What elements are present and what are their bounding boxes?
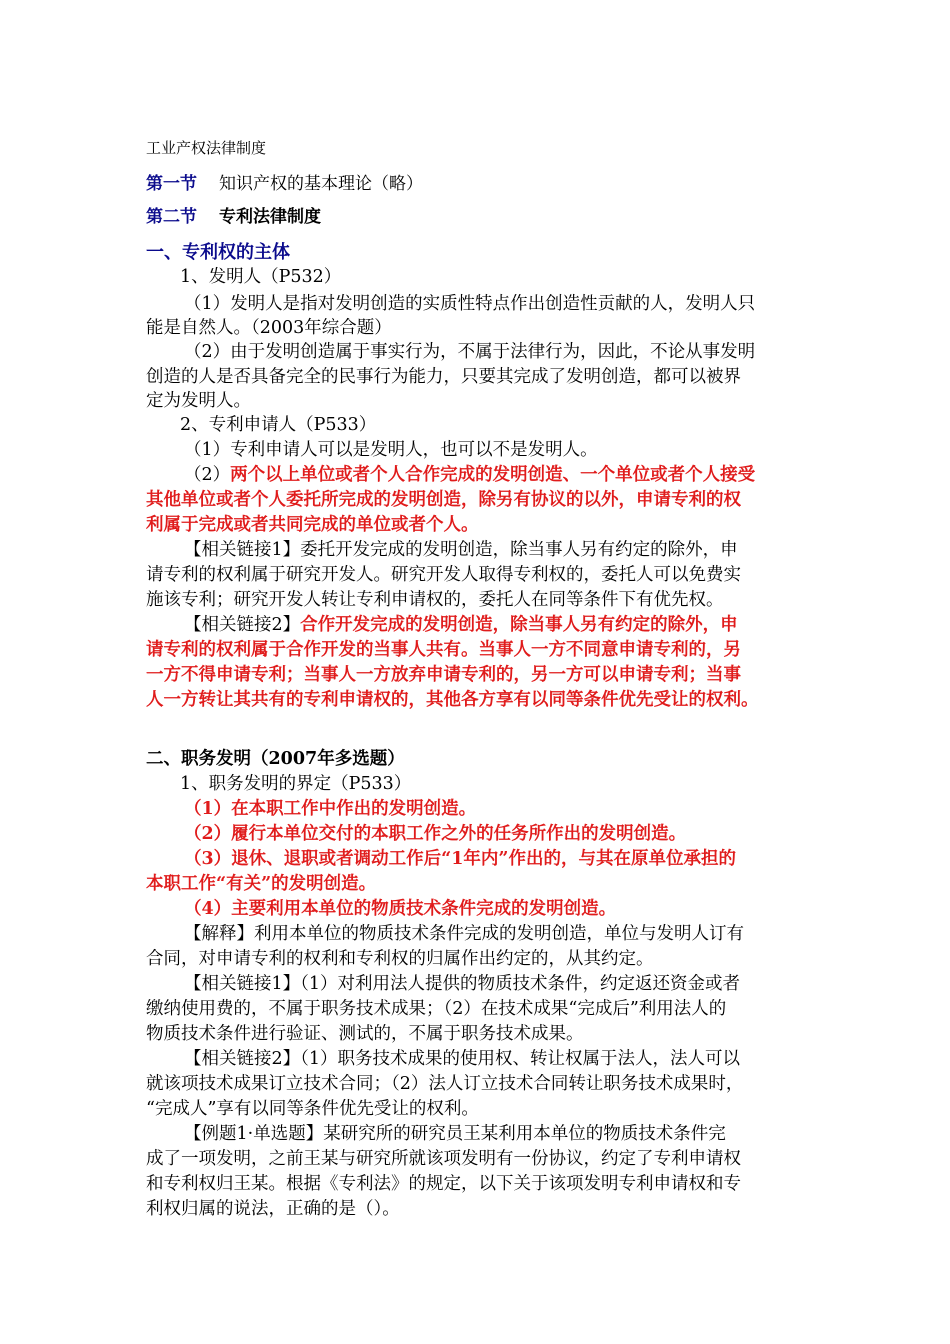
- paragraph-line: [184, 538, 738, 563]
- highlighted-text: 一方不得申请专利；当事人一方放弃申请专利的，另一方可以申请专利；当事: [146, 665, 741, 685]
- paragraph-line: 就该项技术成果订立技术合同；（2）法人订立技术合同转让职务技术成果时，: [146, 1074, 744, 1094]
- related-link-tag: 【相关链接1】: [184, 540, 301, 560]
- section-2-title: 专利法律制度: [219, 207, 321, 227]
- highlighted-text: 请专利的权利属于合作开发的当事人共有。当事人一方不同意申请专利的，另: [146, 640, 741, 660]
- section-1-number: 第一节: [146, 174, 197, 194]
- related-link-tag: 【相关链接1】: [184, 974, 301, 994]
- related-link-text: 委托开发完成的发明创造，除当事人另有约定的除外，申: [300, 540, 738, 560]
- paragraph-line: 能是自然人。（2003年综合题）: [146, 318, 392, 338]
- item-inventor-title: 1、发明人（P532）: [180, 267, 342, 287]
- paragraph-line: 成了一项发明，之前王某与研究所就该项发明有一份协议，约定了专利申请权: [146, 1149, 741, 1169]
- part-2-heading: 二、职务发明（2007年多选题）: [146, 749, 405, 769]
- paragraph-line: 合同，对申请专利的权利和专利权的归属作出约定的，从其约定。: [146, 949, 654, 969]
- rule-item: 本职工作“有关”的发明创造。: [146, 874, 377, 894]
- related-link-tag: 【相关链接2】: [184, 1049, 301, 1069]
- section-1-title: 知识产权的基本理论（略）: [219, 174, 423, 194]
- highlighted-text: 其他单位或者个人委托所完成的发明创造，除另有协议的以外，申请专利的权: [146, 490, 741, 510]
- highlighted-text: 利属于完成或者共同完成的单位或者个人。: [146, 515, 479, 535]
- highlighted-text: 合作开发完成的发明创造，除当事人另有约定的除外，申: [300, 615, 738, 635]
- rule-item: （4）主要利用本单位的物质技术条件完成的发明创造。: [184, 899, 617, 919]
- rule-item: （1）在本职工作中作出的发明创造。: [184, 799, 477, 819]
- item-service-invention-title: 1、职务发明的界定（P533）: [180, 774, 412, 794]
- section-1-heading: [146, 172, 423, 197]
- rule-item: （2）履行本单位交付的本职工作之外的任务所作出的发明创造。: [184, 824, 687, 844]
- related-link-text: （1）对利用法人提供的物质技术条件，约定返还资金或者: [300, 974, 741, 994]
- paragraph-line: [184, 972, 740, 997]
- related-link-text: （1）职务技术成果的使用权、转让权属于法人，法人可以: [300, 1049, 741, 1069]
- part-1-heading: 一、专利权的主体: [146, 242, 290, 263]
- rule-item: （3）退休、退职或者调动工作后“1年内”作出的，与其在原单位承担的: [184, 849, 736, 869]
- paragraph-prefix: （2）: [184, 465, 231, 485]
- highlighted-text: 人一方转让其共有的专利申请权的，其他各方享有以同等条件优先受让的权利。: [146, 690, 759, 710]
- paragraph-line: 请专利的权利属于研究开发人。研究开发人取得专利权的，委托人可以免费实: [146, 565, 741, 585]
- explain-text: 利用本单位的物质技术条件完成的发明创造，单位与发明人订有: [254, 924, 744, 944]
- paragraph-line: 缴纳使用费的，不属于职务技术成果；（2）在技术成果“完成后”利用法人的: [146, 999, 727, 1019]
- document-title: 工业产权法律制度: [146, 139, 267, 157]
- item-applicant-title: 2、专利申请人（P533）: [180, 415, 377, 435]
- paragraph-line: 利权归属的说法，正确的是（）。: [146, 1199, 400, 1219]
- related-link-tag: 【相关链接2】: [184, 615, 301, 635]
- paragraph-line: （1）专利申请人可以是发明人，也可以不是发明人。: [184, 440, 598, 460]
- paragraph-line: （1）发明人是指对发明创造的实质性特点作出创造性贡献的人，发明人只: [184, 294, 756, 314]
- paragraph-line: [184, 613, 738, 638]
- explain-tag: 【解释】: [184, 924, 254, 944]
- paragraph-line: [184, 1122, 726, 1147]
- paragraph-line: 物质技术条件进行验证、测试的，不属于职务技术成果。: [146, 1024, 584, 1044]
- section-2-number: 第二节: [146, 207, 197, 227]
- paragraph-line: 施该专利；研究开发人转让专利申请权的，委托人在同等条件下有优先权。: [146, 590, 724, 610]
- paragraph-line: [184, 463, 755, 488]
- section-2-heading: [146, 205, 321, 230]
- paragraph-line: [184, 1047, 740, 1072]
- highlighted-text: 两个以上单位或者个人合作完成的发明创造、一个单位或者个人接受: [230, 465, 756, 485]
- paragraph-line: 定为发明人。: [146, 391, 251, 411]
- paragraph-line: “完成人”享有以同等条件优先受让的权利。: [146, 1099, 479, 1119]
- paragraph-line: （2）由于发明创造属于事实行为，不属于法律行为，因此，不论从事发明: [184, 342, 756, 362]
- paragraph-line: 和专利权归王某。根据《专利法》的规定，以下关于该项发明专利申请权和专: [146, 1174, 741, 1194]
- example-text: 某研究所的研究员王某利用本单位的物质技术条件完: [323, 1124, 726, 1144]
- paragraph-line: 创造的人是否具备完全的民事行为能力，只要其完成了发明创造，都可以被界: [146, 367, 741, 387]
- example-tag: 【例题1·单选题】: [184, 1124, 324, 1144]
- paragraph-line: [184, 922, 744, 947]
